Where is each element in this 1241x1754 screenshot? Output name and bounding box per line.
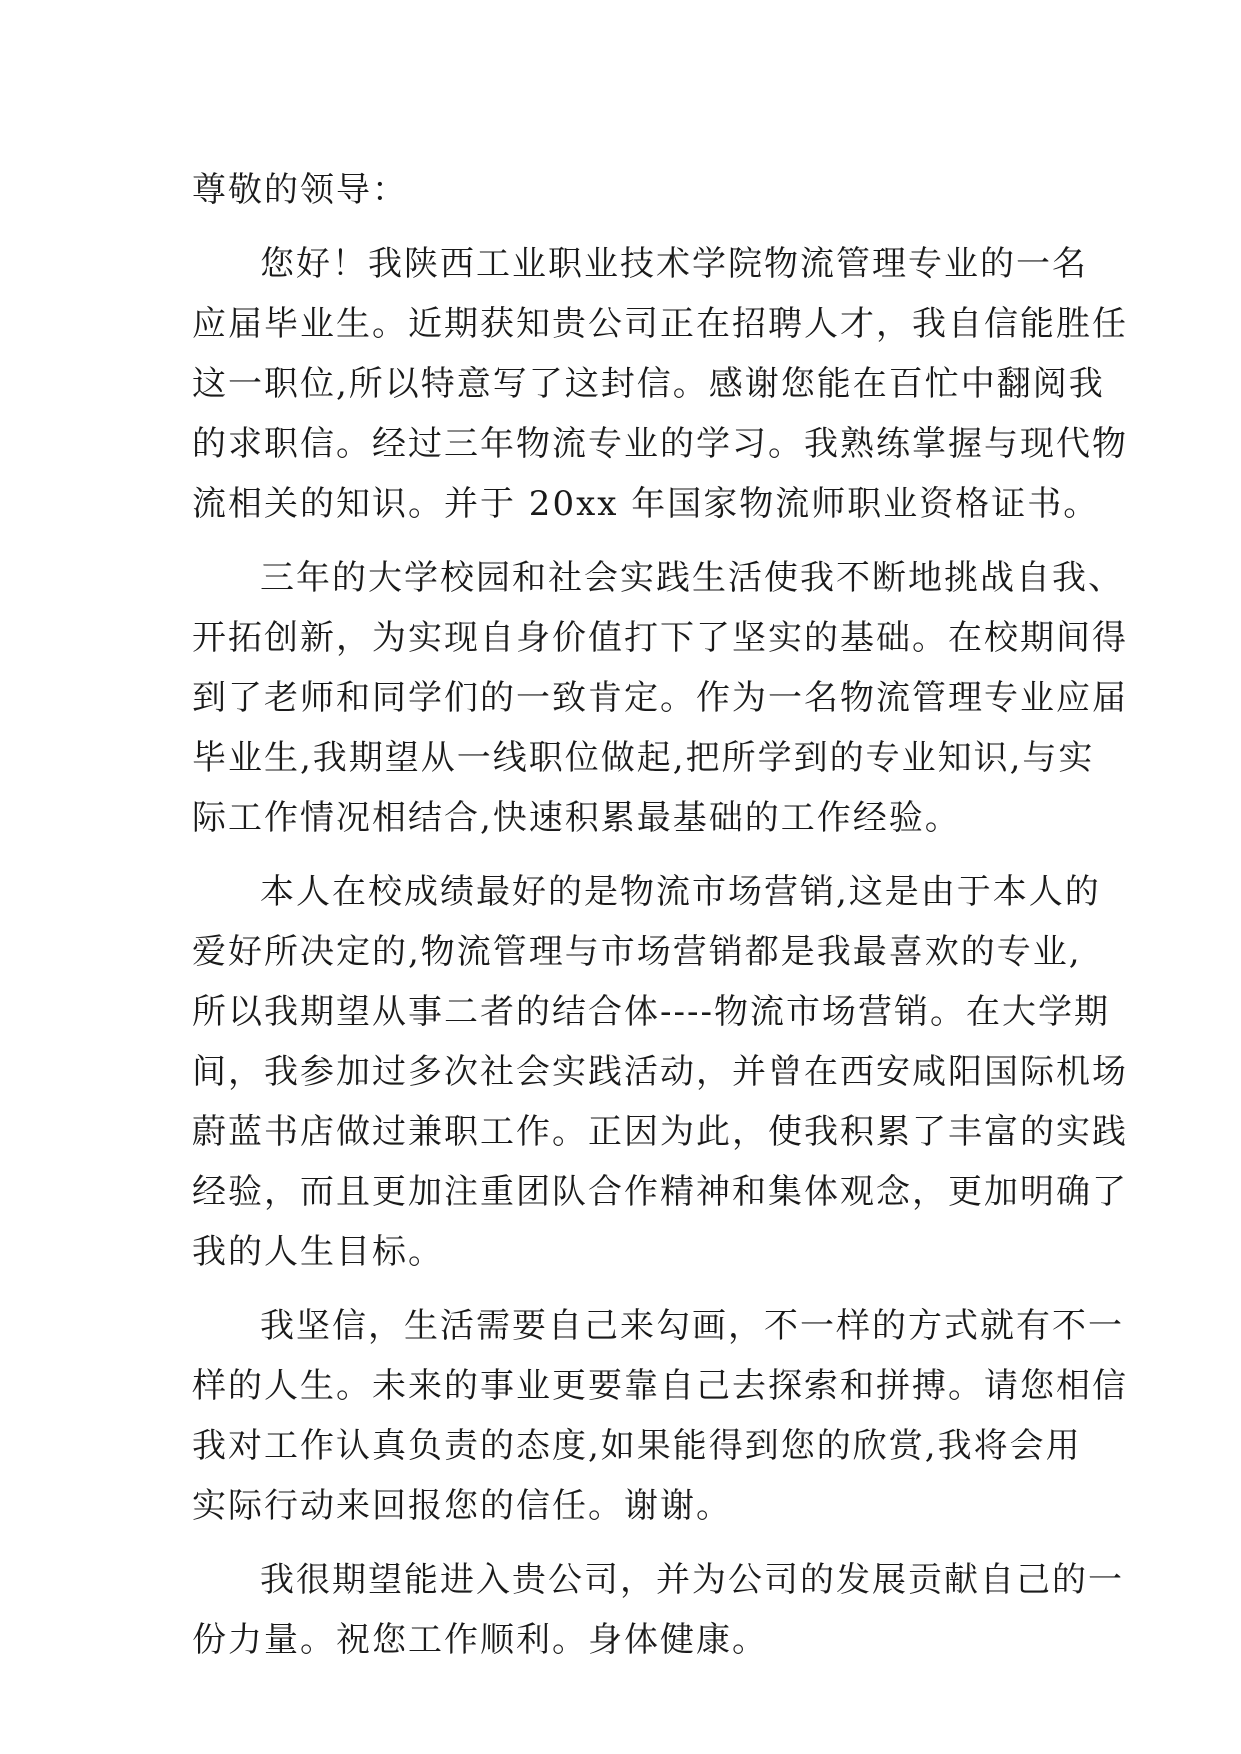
paragraph-line: 实际行动来回报您的信任。谢谢。 xyxy=(192,1486,732,1526)
paragraph-line: 流相关的知识。并于 20xx 年国家物流师职业资格证书。 xyxy=(192,484,1100,524)
paragraph-line: 三年的大学校园和社会实践生活使我不断地挑战自我、 xyxy=(260,558,1124,598)
paragraph-line: 我坚信，生活需要自己来勾画，不一样的方式就有不一 xyxy=(260,1306,1124,1346)
paragraph-line: 蔚蓝书店做过兼职工作。正因为此，使我积累了丰富的实践 xyxy=(192,1112,1128,1152)
paragraph-line: 应届毕业生。近期获知贵公司正在招聘人才，我自信能胜任 xyxy=(192,304,1128,344)
paragraph-line: 间，我参加过多次社会实践活动，并曾在西安咸阳国际机场 xyxy=(192,1052,1128,1092)
paragraph-line: 我的人生目标。 xyxy=(192,1232,444,1272)
cover-letter-body xyxy=(192,160,1128,1670)
paragraph-line: 开拓创新，为实现自身价值打下了坚实的基础。在校期间得 xyxy=(192,618,1128,658)
paragraph-line: 样的人生。未来的事业更要靠自己去探索和拼搏。请您相信 xyxy=(192,1366,1128,1406)
paragraph-line: 所以我期望从事二者的结合体----物流市场营销。在大学期 xyxy=(192,992,1110,1032)
paragraph-line: 份力量。祝您工作顺利。身体健康。 xyxy=(192,1620,768,1660)
paragraph-line: 毕业生,我期望从一线职位做起,把所学到的专业知识,与实 xyxy=(192,738,1095,778)
paragraph-line: 爱好所决定的,物流管理与市场营销都是我最喜欢的专业, xyxy=(192,932,1082,972)
paragraph-belief xyxy=(192,1296,1128,1536)
paragraph-line: 际工作情况相结合,快速积累最基础的工作经验。 xyxy=(192,798,961,838)
paragraph-strengths xyxy=(192,862,1128,1282)
paragraph-introduction xyxy=(192,234,1128,534)
paragraph-line: 您好！我陕西工业职业技术学院物流管理专业的一名 xyxy=(260,244,1088,284)
paragraph-line: 到了老师和同学们的一致肯定。作为一名物流管理专业应届 xyxy=(192,678,1128,718)
paragraph-line: 本人在校成绩最好的是物流市场营销,这是由于本人的 xyxy=(260,872,1101,912)
salutation: 尊敬的领导： xyxy=(192,170,408,210)
paragraph-line: 经验，而且更加注重团队合作精神和集体观念，更加明确了 xyxy=(192,1172,1128,1212)
paragraph-line: 我对工作认真负责的态度,如果能得到您的欣赏,我将会用 xyxy=(192,1426,1082,1466)
paragraph-closing xyxy=(192,1550,1124,1670)
paragraph-line: 我很期望能进入贵公司，并为公司的发展贡献自己的一 xyxy=(260,1560,1124,1600)
paragraph-line: 这一职位,所以特意写了这封信。感谢您能在百忙中翻阅我 xyxy=(192,364,1105,404)
paragraph-line: 的求职信。经过三年物流专业的学习。我熟练掌握与现代物 xyxy=(192,424,1128,464)
paragraph-college-experience xyxy=(192,548,1128,848)
